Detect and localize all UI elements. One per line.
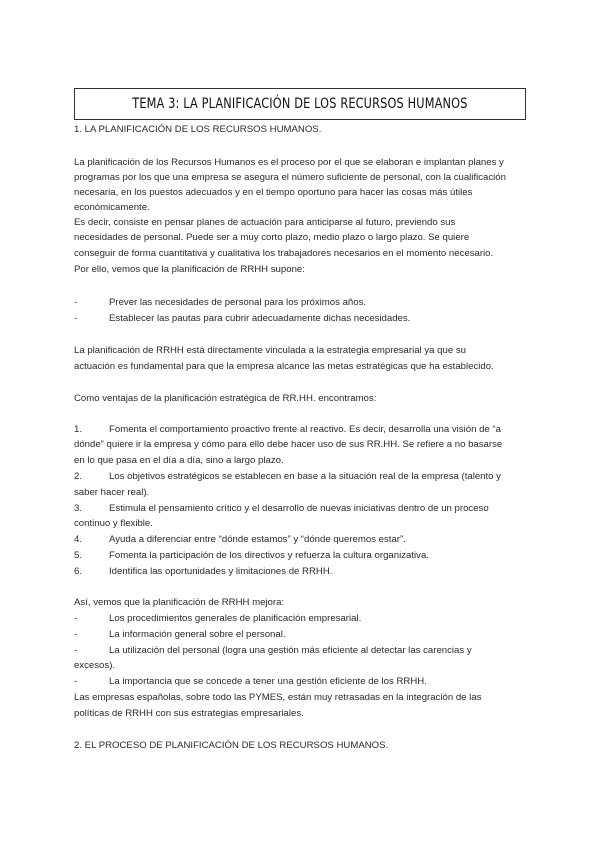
- list-item: La importancia que se concede a tener una gestión eficiente de los RRHH.: [109, 676, 427, 687]
- list-marker: -: [74, 629, 78, 640]
- list-item: Identifica las oportunidades y limitaciones de RRHH.: [109, 566, 333, 577]
- list-marker: 5.: [74, 550, 83, 561]
- list-item: Fomenta el comportamiento proactivo frente al reactivo. Es decir, desarrolla una visión de “a: [109, 424, 501, 435]
- title-box: [74, 88, 526, 120]
- para2-line: conseguir de forma cuantitativa y cualitativa los trabajadores necesarios en el momento necesario.: [74, 248, 494, 259]
- list-marker: -: [74, 645, 78, 656]
- list-item: La utilización del personal (logra una gestión más eficiente al detectar las carencias y: [109, 645, 472, 656]
- list-item: Ayuda a diferenciar entre “dónde estamos” y “dónde queremos estar”.: [109, 534, 406, 545]
- list-item: La información general sobre el personal.: [109, 629, 286, 640]
- list-item-cont: en lo que pasa en el día a día, sino a largo plazo.: [74, 455, 284, 466]
- para1-line: necesaria, en los puestos adecuados y en el tiempo oportuno para hacer las cosas más útiles: [74, 187, 473, 198]
- para1-line: La planificación de los Recursos Humanos es el proceso por el que se elaboran e implantan planes y: [74, 157, 504, 168]
- ventajas-intro: Como ventajas de la planificación estratégica de RR.HH. encontramos:: [74, 393, 377, 404]
- para3-line: actuación es fundamental para que la empresa alcance las metas estratégicas que ha establecido.: [74, 361, 494, 372]
- list-item-cont: continuo y flexible.: [74, 518, 153, 529]
- para1-line: económicamente.: [74, 202, 150, 213]
- list-marker: -: [74, 313, 78, 324]
- para2-line: Por ello, vemos que la planificación de RRHH supone:: [74, 264, 305, 275]
- para1-line: programas por los que una empresa se asegura el número suficiente de personal, con la cualificación: [74, 172, 506, 183]
- section-1-heading: 1. LA PLANIFICACIÓN DE LOS RECURSOS HUMANOS.: [74, 124, 322, 135]
- list-marker: 4.: [74, 534, 83, 545]
- list-item: Estimula el pensamiento crítico y el desarrollo de nuevas iniciativas dentro de un proceso: [109, 503, 489, 514]
- list-item-cont: saber hacer real).: [74, 487, 150, 498]
- mejora-intro: Así, vemos que la planificación de RRHH mejora:: [74, 597, 285, 608]
- list-marker: -: [74, 297, 78, 308]
- list-marker: -: [74, 676, 78, 687]
- list-item: Establecer las pautas para cubrir adecuadamente dichas necesidades.: [109, 313, 411, 324]
- list-marker: 3.: [74, 503, 83, 514]
- list-marker: 2.: [74, 471, 83, 482]
- section-2-heading: 2. EL PROCESO DE PLANIFICACIÓN DE LOS RECURSOS HUMANOS.: [74, 740, 389, 751]
- page-title: TEMA 3: LA PLANIFICACIÓN DE LOS RECURSOS HUMANOS: [132, 96, 468, 112]
- para2-line: Es decir, consiste en pensar planes de actuación para anticiparse al futuro, previendo sus: [74, 217, 456, 228]
- para4-line: políticas de RRHH con sus estrategias empresariales.: [74, 708, 304, 719]
- list-marker: -: [74, 613, 78, 624]
- list-item-cont: excesos).: [74, 660, 116, 671]
- list-marker: 6.: [74, 566, 83, 577]
- list-item: Fomenta la participación de los directivos y refuerza la cultura organizativa.: [109, 550, 429, 561]
- list-item: Los procedimientos generales de planificación empresarial.: [109, 613, 362, 624]
- para4-line: Las empresas españolas, sobre todo las PYMES, están muy retrasadas en la integración de las: [74, 692, 482, 703]
- para2-line: necesidades de personal. Puede ser a muy corto plazo, medio plazo o largo plazo. Se quiere: [74, 232, 470, 243]
- list-item-cont: dónde” quiere ir la empresa y cómo para ello debe hacer uso de sus RR.HH. Se refiere a no basarse: [74, 439, 503, 450]
- list-item: Prever las necesidades de personal para los próximos años.: [109, 297, 367, 308]
- para3-line: La planificación de RRHH está directamente vinculada a la estrategia empresarial ya que su: [74, 345, 466, 356]
- list-item: Los objetivos estratégicos se establecen en base a la situación real de la empresa (talento y: [109, 471, 501, 482]
- list-marker: 1.: [74, 424, 83, 435]
